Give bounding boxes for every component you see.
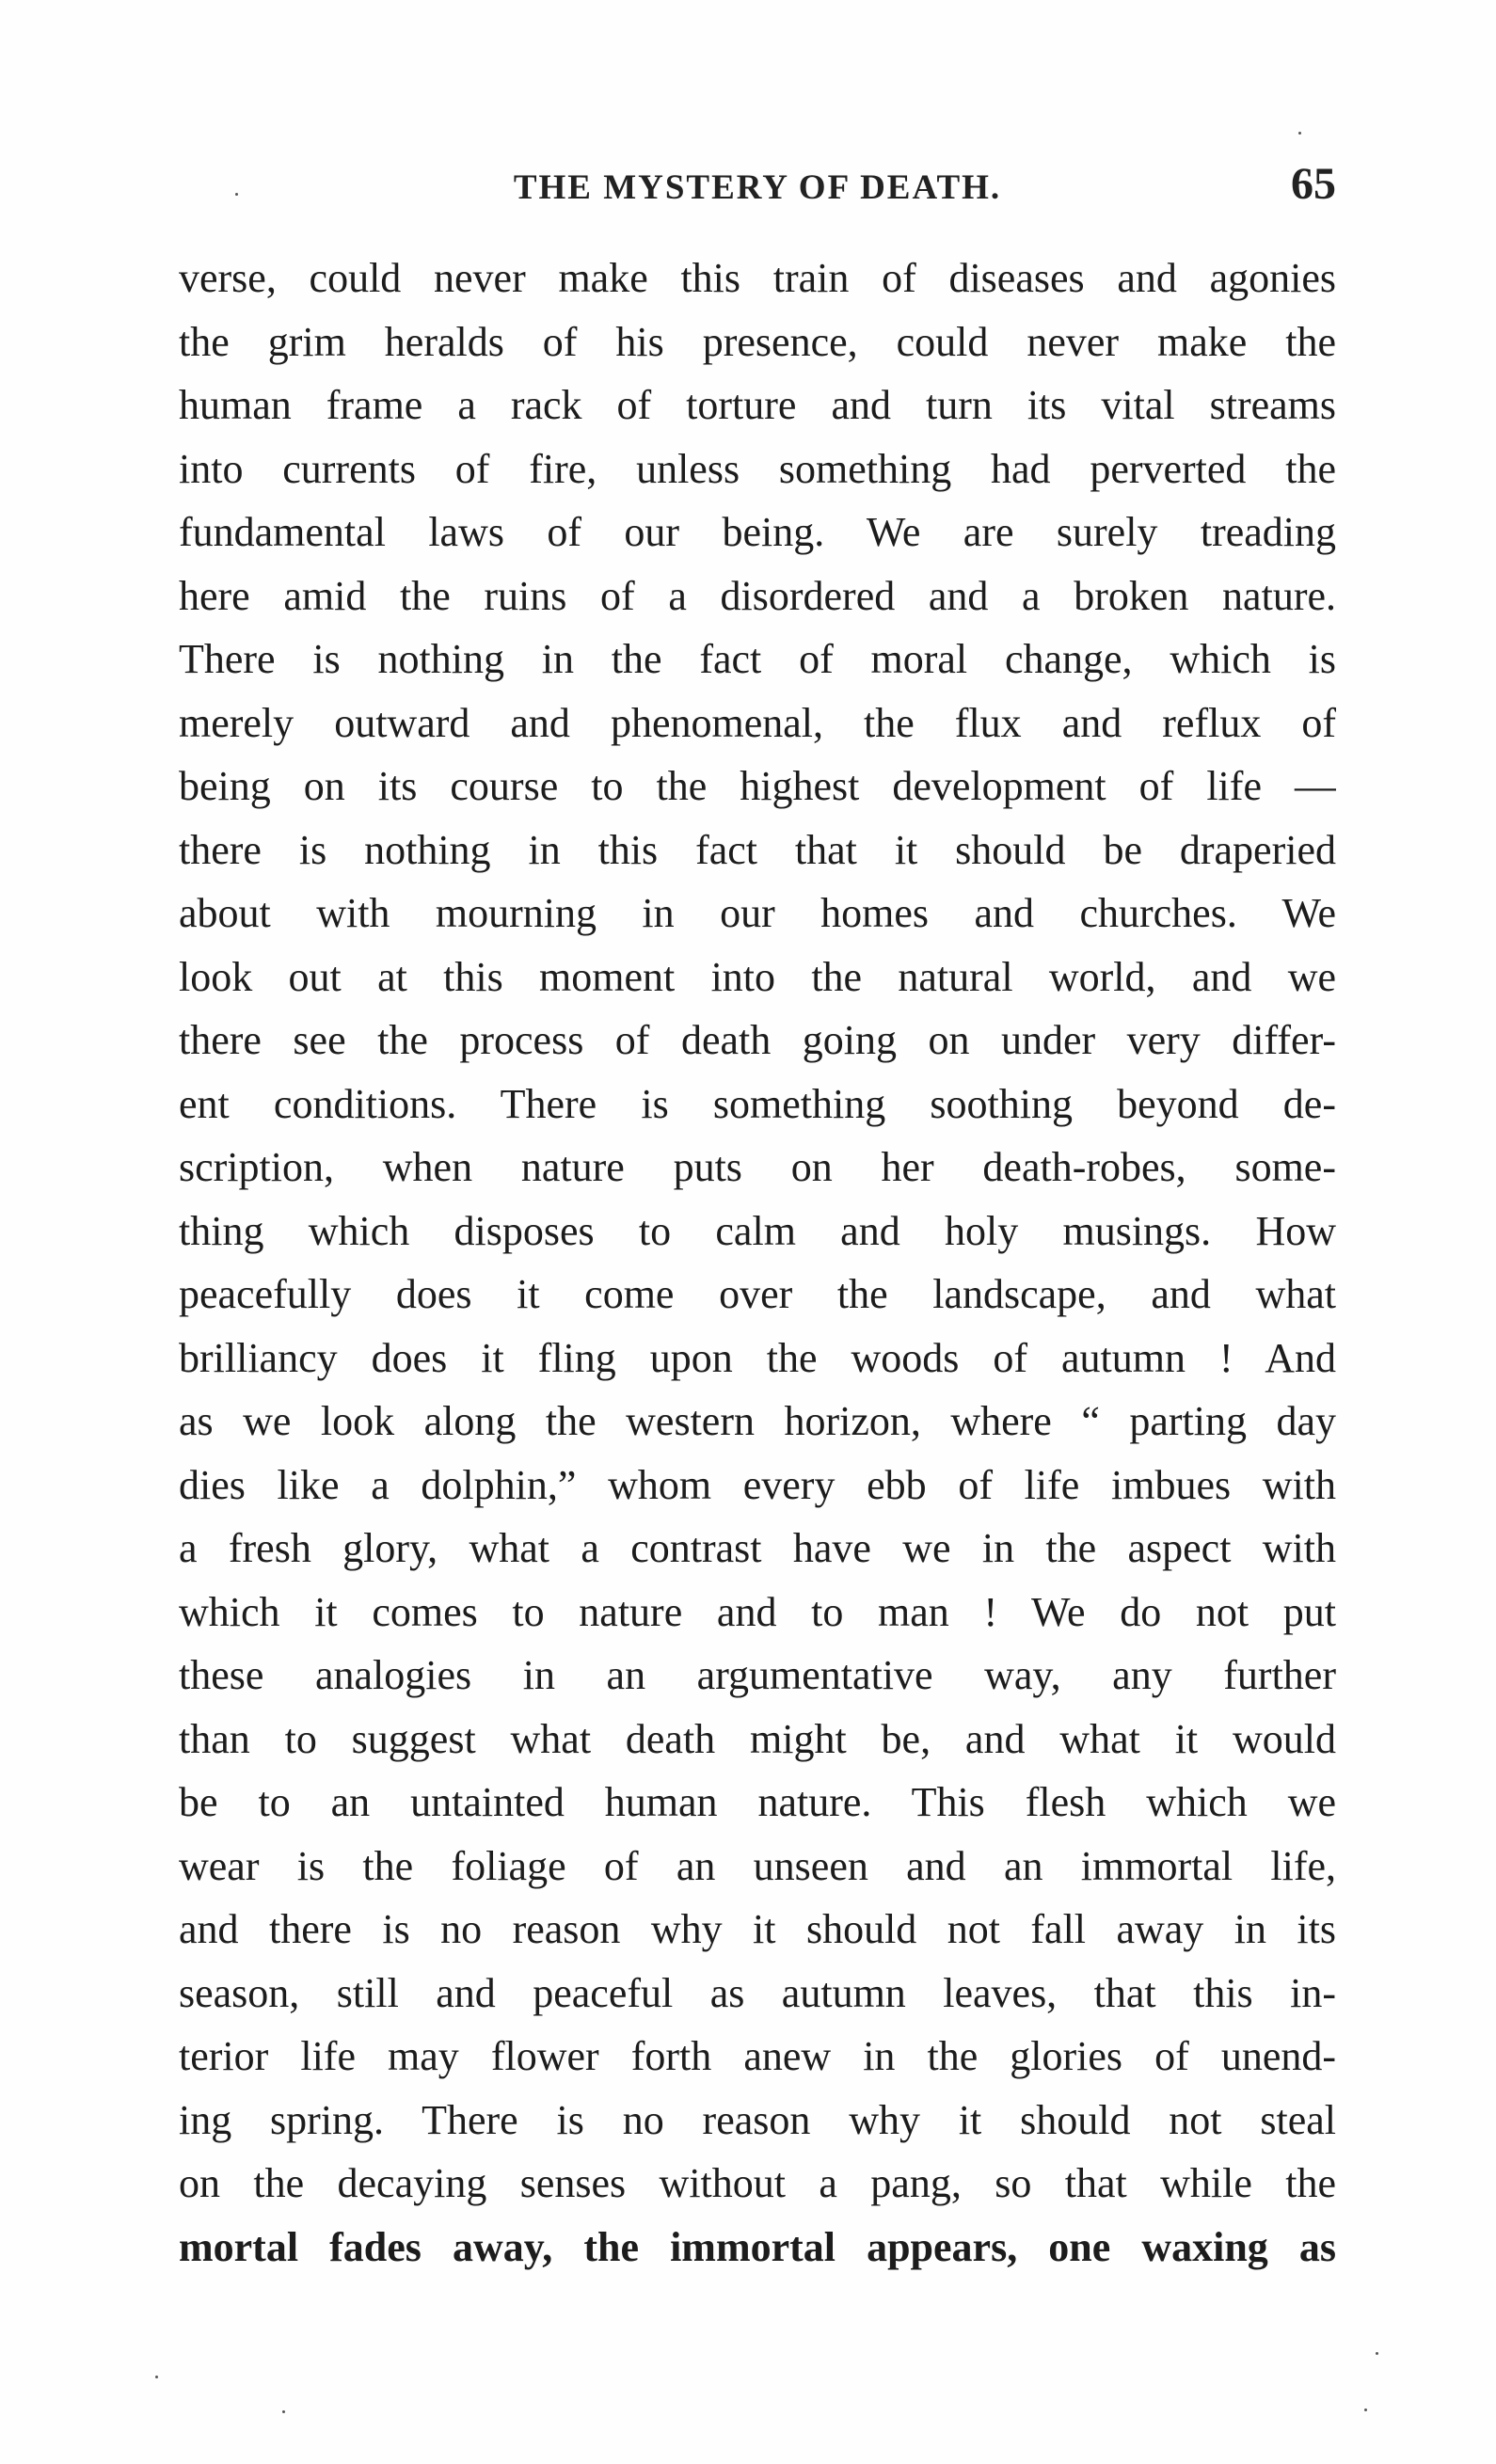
body-text [179, 246, 1336, 2279]
text-line: season, still and peaceful as autumn leaves, that this in- [179, 1969, 1336, 2016]
running-head [179, 158, 1336, 215]
print-speck [1298, 132, 1301, 135]
text-line: ent conditions. There is something soothing beyond de- [179, 1080, 1336, 1127]
text-line: human frame a rack of torture and turn its vital streams [179, 382, 1336, 428]
print-speck [1364, 2408, 1367, 2411]
text-line: be to an untainted human nature. This flesh which we [179, 1779, 1336, 1825]
text-line: which it comes to nature and to man ! We do not put [179, 1588, 1336, 1635]
text-line: into currents of fire, unless something had perverted the [179, 445, 1336, 492]
page-number: 65 [1291, 159, 1336, 209]
text-line: fundamental laws of our being. We are surely treading [179, 509, 1336, 555]
text-line: terior life may flower forth anew in the glories of unend- [179, 2033, 1336, 2079]
text-line: look out at this moment into the natural world, and we [179, 953, 1336, 1000]
text-line: ing spring. There is no reason why it should not steal [179, 2096, 1336, 2143]
text-line: on the decaying senses without a pang, so that while the [179, 2160, 1336, 2206]
running-title: THE MYSTERY OF DEATH. [513, 168, 1002, 207]
text-line: the grim heralds of his presence, could never make the [179, 318, 1336, 365]
text-line: a fresh glory, what a contrast have we in the aspect with [179, 1525, 1336, 1571]
text-line: merely outward and phenomenal, the flux and reflux of [179, 699, 1336, 746]
text-line: there is nothing in this fact that it should be draperied [179, 826, 1336, 873]
text-line: about with mourning in our homes and churches. We [179, 890, 1336, 936]
text-line: scription, when nature puts on her death-robes, some- [179, 1144, 1336, 1190]
text-line: dies like a dolphin,” whom every ebb of life imbues with [179, 1461, 1336, 1508]
text-line: these analogies in an argumentative way, any further [179, 1652, 1336, 1698]
text-line: verse, could never make this train of diseases and agonies [179, 255, 1336, 301]
text-line: mortal fades away, the immortal appears, one waxing as [179, 2223, 1336, 2270]
text-line: than to suggest what death might be, and what it would [179, 1715, 1336, 1762]
text-line: here amid the ruins of a disordered and a broken nature. [179, 572, 1336, 619]
text-line: thing which disposes to calm and holy musings. How [179, 1207, 1336, 1254]
print-speck [155, 2376, 158, 2378]
text-line: There is nothing in the fact of moral change, which is [179, 636, 1336, 682]
text-line: and there is no reason why it should not fall away in its [179, 1906, 1336, 1952]
print-speck [1376, 2352, 1378, 2355]
text-line: peacefully does it come over the landscape, and what [179, 1271, 1336, 1317]
text-line: wear is the foliage of an unseen and an immortal life, [179, 1842, 1336, 1889]
print-speck [282, 2410, 285, 2413]
text-line: as we look along the western horizon, where “ parting day [179, 1398, 1336, 1444]
print-speck [235, 193, 238, 196]
text-line: being on its course to the highest development of life — [179, 763, 1336, 809]
text-line: there see the process of death going on under very differ- [179, 1017, 1336, 1063]
text-line: brilliancy does it fling upon the woods of autumn ! And [179, 1334, 1336, 1381]
